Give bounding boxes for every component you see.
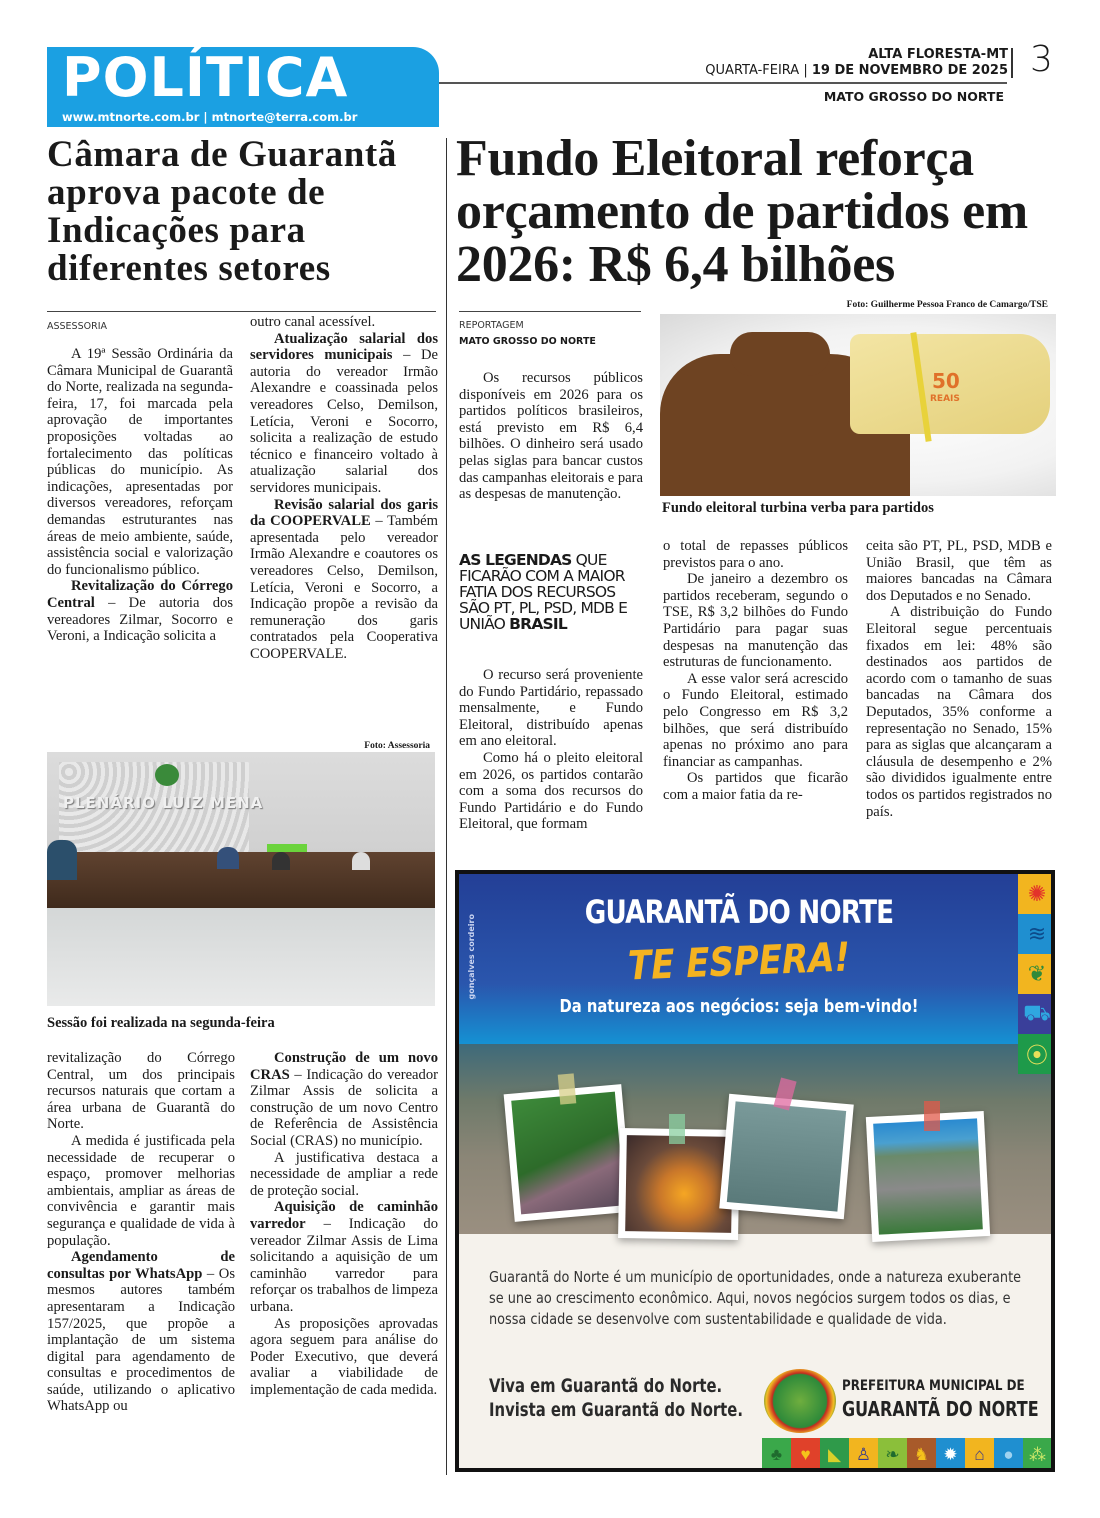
paragraph	[47, 1133, 235, 1249]
ad-slogan	[489, 1374, 743, 1422]
paragraph	[47, 1249, 235, 1415]
paragraph-text: – Também apresentada pelo vereador Irmão Alexandre e coautores os vereadores Celso, Demilson, Letícia, Veroni e Socorro, a Indicação propõe a revisão da remuneração dos garis contratados pela Cooperativa COOPERVALE.	[250, 513, 438, 662]
paragraph	[250, 331, 438, 497]
paragraph-lead: Aquisição de caminhão varredor	[250, 1199, 438, 1232]
left-article-kicker: ASSESSORIA	[47, 321, 108, 332]
page-number: 3	[1030, 39, 1053, 80]
glass-barrier	[47, 908, 435, 1006]
paragraph	[250, 1050, 438, 1150]
paragraph-text: A justificativa destaca a necessidade de ampliar a rede de proteção social.	[250, 1149, 438, 1199]
header-date-value: 19 DE NOVEMBRO DE 2025	[811, 63, 1008, 78]
house-icon: ⌂	[965, 1438, 994, 1472]
ad-title: GUARANTÃ DO NORTE	[584, 893, 894, 931]
ad-title-highlight: TE ESPERA!	[627, 934, 851, 990]
paragraph	[866, 604, 1052, 820]
header-divider	[1011, 48, 1013, 78]
tourism-advertisement	[455, 870, 1055, 1472]
tractor-icon: ⛟	[1018, 994, 1055, 1034]
money-in-hand-photo	[660, 314, 1056, 496]
header-date: QUARTA-FEIRA | 19 DE NOVEMBRO DE 2025	[705, 63, 1008, 78]
thumb-figure	[730, 332, 830, 376]
paragraph-text: A distribuição do Fundo Eleitoral segue percentuais fixados em lei: 48% são destinados aos partidos de acordo com o tamanho de suas bancadas na Câmara dos Deputados, 35% conforme a representação no Senado, 15% para as siglas que alcançaram a cláusula de desempenho e 2% são divididos igualmente entre todos os partidos registrados no país.	[866, 604, 1052, 820]
ad-subtitle: Da natureza aos negócios: seja bem-vindo!	[559, 995, 919, 1017]
main-article-column-2	[663, 538, 848, 804]
council-desk	[47, 852, 435, 908]
paragraph-text: A 19ª Sessão Ordinária da Câmara Municipal de Guarantã do Norte, realizada na segunda-feira, 17, foi marcada pela aprovação de importantes proposições voltadas ao fortalecimento das políticas públicas do município. As indicações, apresentadas por diversos vereadores, reforçam demandas estruturantes nas áreas de meio ambiente, saúde, assistência social e valorização do funcionalismo público.	[47, 346, 233, 578]
tape-strip	[924, 1101, 940, 1131]
paragraph	[47, 346, 233, 578]
paragraph-text: De janeiro a dezembro os partidos receberam, segundo o TSE, R$ 3,2 bilhões do Fundo Partidário para pagar suas despesas na manutenção das estruturas de funcionamento.	[663, 571, 848, 671]
paragraph-text: A esse valor será acrescido o Fundo Eleitoral, estimado pelo Congresso em R$ 3,2 bilhões, que será distribuído apenas no próximo ano para financiar as campanhas.	[663, 670, 848, 770]
ad-photo-boat	[719, 1094, 854, 1219]
paragraph-text: – De autoria dos vereadores Zilmar, Socorro e Veroni, a Indicação solicita a	[47, 594, 233, 645]
ad-vertical-credit: gonçalves cordeiro	[467, 914, 476, 1000]
plenary-sign: PLENÁRIO LUIZ MENA	[63, 794, 264, 812]
main-article-rule	[459, 311, 641, 312]
paragraph-text: Os partidos que ficarão com a maior fatia da re-	[663, 770, 848, 803]
paragraph	[663, 571, 848, 671]
paragraph	[663, 770, 848, 803]
main-photo-caption: Fundo eleitoral turbina verba para partidos	[662, 500, 934, 516]
paragraph-lead: Construção de um novo CRAS	[250, 1050, 438, 1083]
fields-icon: ⁂	[1023, 1438, 1052, 1472]
section-title: POLÍTICA	[62, 46, 349, 109]
municipal-seal-icon	[155, 764, 179, 786]
left-article-column-1	[47, 346, 233, 645]
paragraph-text: Como há o pleito eleitoral em 2026, os partidos contarão com a soma dos recursos do Fundo Partidário e do Fundo Eleitoral, que formam	[459, 749, 643, 833]
main-article-column-3	[866, 538, 1052, 820]
pull-quote-end: BRASIL	[509, 615, 567, 633]
main-article-column-1	[459, 667, 643, 833]
fisherman-icon: ♙	[849, 1438, 878, 1472]
paragraph-text: – Os mesmos autores também apresentaram a Indicação 157/2025, que propõe a implantação de um sistema digital para agendamento de consultas e procedimentos de saúde, utilizando o aplicativo WhatsApp ou	[47, 1265, 235, 1415]
paragraph-text: outro canal acessível.	[250, 314, 376, 330]
paragraph	[459, 667, 643, 750]
left-article-rule	[47, 311, 436, 312]
left-article-column-4	[250, 1050, 438, 1398]
section-urls: www.mtnorte.com.br | mtnorte@terra.com.br	[62, 110, 358, 124]
paragraph	[663, 538, 848, 571]
header-weekday: QUARTA-FEIRA	[705, 63, 800, 78]
paragraph	[459, 750, 643, 833]
ad-prefeitura-name: GUARANTÃ DO NORTE	[842, 1397, 1039, 1421]
paragraph-text: As proposições aprovadas agora seguem para análise do Poder Executivo, que deverá avaliar a viabilidade de implementação de cada medida.	[250, 1315, 438, 1398]
paragraph-lead: Revitalização do Córrego Central	[47, 578, 233, 611]
ad-side-icon-strip	[1018, 874, 1055, 1074]
tree-icon: ♣	[762, 1438, 791, 1472]
paragraph-lead: Revisão salarial dos garis da COOPERVALE	[250, 496, 438, 530]
pull-quote	[459, 552, 649, 632]
plenary-session-photo	[47, 752, 435, 1006]
tape-strip	[558, 1073, 577, 1104]
left-article-column-3	[47, 1050, 235, 1415]
ad-body-text: Guarantã do Norte é um município de oportunidades, onde a natureza exuberante se une ao crescimento econômico. Aqui, novos negócios surgem todos os dias, e nossa cidade se desenvolve com sustentabilidade e qualidade de vida.	[489, 1268, 1022, 1328]
paragraph-text: – Indicação do vereador Zilmar Assis de Lima solicitando a aquisição de um caminhão varredor para reforçar os trabalhos de limpeza urbana.	[250, 1215, 438, 1315]
header-rule	[439, 82, 1007, 84]
bird-icon: ◣	[820, 1438, 849, 1472]
header-city: ALTA FLORESTA-MT	[868, 47, 1008, 62]
paragraph	[250, 497, 438, 663]
water-drop-icon: ●	[994, 1438, 1023, 1472]
plant-icon: ❦	[1018, 954, 1055, 994]
ad-slogan-line1: Viva em Guarantã do Norte.	[489, 1375, 723, 1397]
tape-strip	[669, 1114, 685, 1144]
councilor-figure	[272, 852, 290, 870]
pull-quote-lead: AS LEGENDAS	[459, 551, 572, 569]
column-divider	[446, 138, 447, 1475]
banknote-value: 50	[932, 369, 960, 393]
ad-bottom-icon-strip	[762, 1438, 1052, 1472]
paragraph	[47, 578, 233, 644]
banknote-label: REAIS	[930, 394, 960, 404]
paragraph-text: revitalização do Córrego Central, um dos principais recursos naturais que cortam a área urbana de Guarantã do Norte.	[47, 1050, 235, 1133]
water-waves-icon: ≋	[1018, 914, 1055, 954]
paragraph-text: – De autoria do vereador Irmão Alexandre e coassinada pelos vereadores Celso, Demilson, Letícia, Veroni e Socorro, solicita a realização de estudo técnico e financeiro voltado à atualização salarial dos servidores municipais.	[250, 347, 438, 496]
left-article-headline: Câmara de Guarantã aprova pacote de Indicações para diferentes setores	[47, 134, 397, 289]
header-region: MATO GROSSO DO NORTE	[823, 89, 1004, 104]
left-photo-caption: Sessão foi realizada na segunda-feira	[47, 1015, 275, 1031]
pull-quote-text: QUE FICARÃO COM A MAIOR FATIA DOS RECURSOS SÃO PT, PL, PSD, MDB E UNIÃO	[459, 551, 628, 633]
councilor-figure	[217, 847, 239, 869]
paragraph-lead: Atualização salarial dos servidores municipais	[250, 330, 438, 364]
ad-photo-river	[504, 1084, 633, 1222]
paragraph	[663, 671, 848, 771]
paragraph	[47, 1050, 235, 1133]
paragraph-text: O recurso será proveniente do Fundo Partidário, repassado mensalmente, e Fundo Eleitoral, distribuído apenas em ano eleitoral.	[459, 667, 643, 750]
left-photo-credit: Foto: Assessoria	[364, 741, 430, 751]
paragraph-text: A medida é justificada pela necessidade de recuperar o espaço, promover melhorias ambientais, ampliar as áreas de convivência e garantir mais segurança e qualidade de vida à população.	[47, 1132, 235, 1249]
paragraph	[250, 1199, 438, 1315]
main-article-headline: Fundo Eleitoral reforça orçamento de partidos em 2026: R$ 6,4 bilhões	[456, 130, 1028, 293]
main-article-intro	[459, 370, 643, 503]
paragraph-text: o total de repasses públicos previstos para o ano.	[663, 538, 848, 571]
paragraph-text: ceita são PT, PL, PSD, MDB e União Brasil, que têm as maiores bancadas na Câmara dos Deputados e no Senado.	[866, 538, 1052, 604]
main-article-kicker: REPORTAGEM	[459, 320, 524, 331]
sprout-icon: ❧	[878, 1438, 907, 1472]
main-photo-credit: Foto: Guilherme Pessoa Franco de Camargo/TSE	[846, 300, 1048, 310]
paragraph	[250, 1316, 438, 1399]
councilor-figure	[352, 852, 370, 870]
horse-icon: ♞	[907, 1438, 936, 1472]
left-article-column-2	[250, 314, 438, 662]
paragraph-lead: Agendamento de consultas por WhatsApp	[47, 1249, 235, 1282]
soybean-pod-icon: ⦿	[1018, 1034, 1055, 1074]
intro-paragraph: Os recursos públicos disponíveis em 2026 para os partidos políticos brasileiros, está previsto em R$ 6,4 bilhões. O dinheiro será usado pelas siglas para bancar custos das campanhas eleitorais e para as despesas de manutenção.	[459, 370, 643, 503]
lightbulb-hand-icon: ✹	[936, 1438, 965, 1472]
municipal-coat-of-arms-icon	[764, 1369, 836, 1433]
councilor-figure	[47, 840, 77, 880]
ad-slogan-line2: Invista em Guarantã do Norte.	[489, 1399, 743, 1421]
paragraph	[250, 314, 438, 331]
paragraph	[866, 538, 1052, 604]
paragraph-text: – Indicação do vereador Zilmar Assis de solicita a construção de um novo Centro de Referência de Assistência Social (CRAS) no município.	[250, 1066, 438, 1149]
main-article-author: MATO GROSSO DO NORTE	[459, 336, 596, 347]
ad-prefeitura-label: PREFEITURA MUNICIPAL DE	[842, 1378, 1025, 1394]
sun-icon: ✺	[1018, 874, 1055, 914]
heart-icon: ♥	[791, 1438, 820, 1472]
paragraph	[250, 1150, 438, 1200]
